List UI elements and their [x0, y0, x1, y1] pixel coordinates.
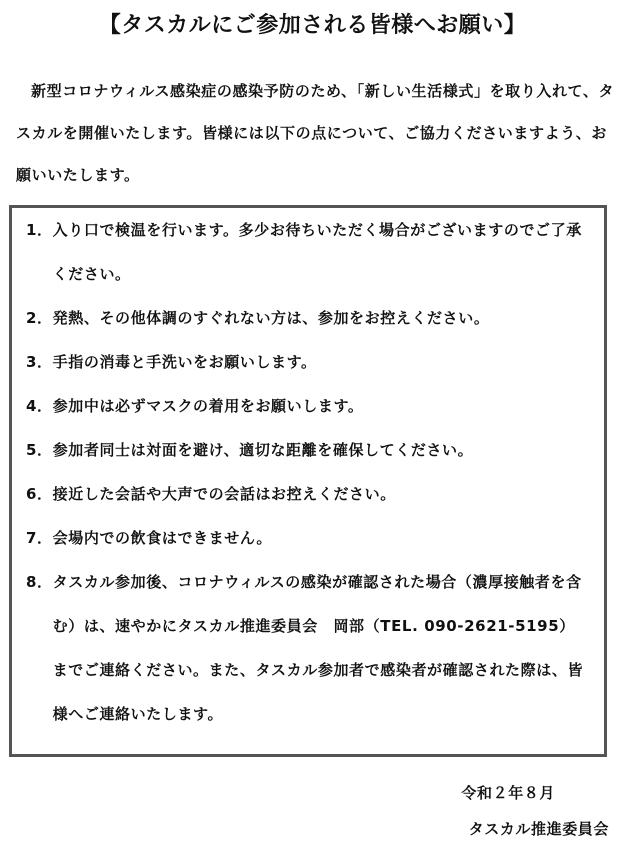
item-number: 1． — [26, 221, 53, 239]
item-number: 4． — [26, 397, 53, 415]
page-title: 【タスカルにご参加される皆様へお願い】 — [98, 13, 527, 38]
item-text: 手指の消毒と手洗いをお願いします。 — [52, 353, 317, 371]
item-number: 5． — [26, 441, 53, 459]
list-item — [26, 439, 590, 461]
item-number: 2． — [26, 309, 53, 327]
list-item — [26, 395, 590, 417]
item-text: 参加者同士は対面を避け、適切な距離を確保してください。 — [52, 441, 474, 459]
item-number: 8． — [26, 573, 53, 591]
item-number: 3． — [26, 353, 53, 371]
intro-paragraph: 新型コロナウィルス感染症の感染予防のため、「新しい生活様式」を取り入れて、タスカルを開催いたします。皆様には以下の点について、ご協力くださいますよう、お願いいたします。 — [16, 82, 615, 184]
item-text: タスカル参加後、コロナウィルスの感染が確認された場合（濃厚接触者を含む）は、速やかにタスカル推進委員会 岡部（TEL. 090-2621-5195）までご連絡ください。また、タスカル参加者で感染者が確認された際は、皆様へご連絡いたします。 — [52, 573, 584, 723]
item-text: 参加中は必ずマスクの着用をお願いします。 — [52, 397, 364, 415]
item-number: 7． — [26, 529, 53, 547]
issue-date: 令和２年８月 — [461, 784, 555, 802]
item-text: 接近した会話や大声での会話はお控えください。 — [52, 485, 396, 503]
item-text: 入り口で検温を行います。多少お待ちいただく場合がございますのでご了承ください。 — [52, 221, 582, 283]
list-item — [26, 483, 590, 505]
item-text: 会場内での飲食はできません。 — [52, 529, 272, 547]
list-item — [26, 351, 590, 373]
guidelines-box — [9, 205, 607, 757]
list-item — [26, 307, 590, 329]
item-number: 6． — [26, 485, 53, 503]
guidelines-list — [26, 219, 590, 747]
list-item — [26, 571, 590, 725]
organization-name: タスカル推進委員会 — [468, 820, 609, 838]
list-item — [26, 219, 590, 285]
item-text: 発熱、その他体調のすぐれない方は、参加をお控えください。 — [52, 309, 490, 327]
list-item — [26, 527, 590, 549]
